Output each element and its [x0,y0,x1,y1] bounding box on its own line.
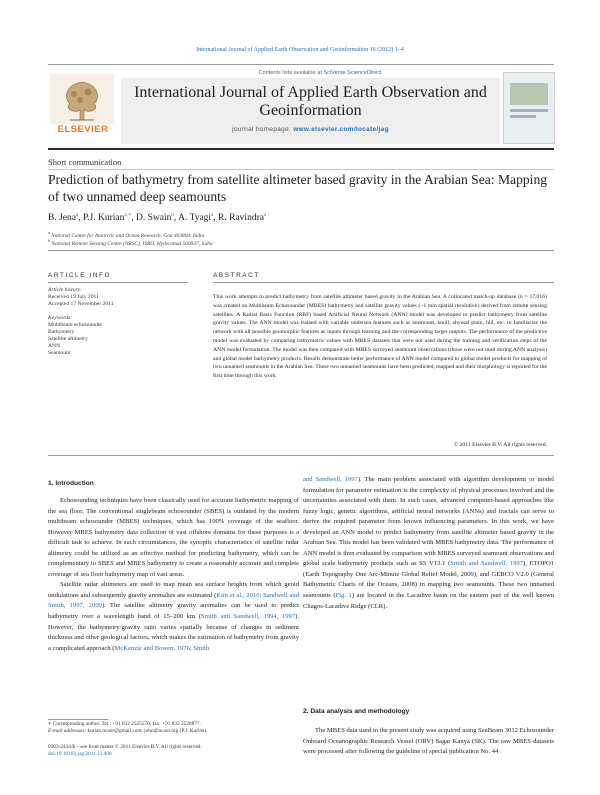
text-run: ), ETOPO1 (Earth Topography One Arc-Minute Global Relief Model, 2009), and GEBCO V2.0 (General Bathymetric Charts of the Oceans, 2008) in mapping two seamounts. These two unnamed seamounts ( [303,560,554,600]
keyword: Satellite altimetry [48,336,88,342]
footnote [48,721,299,735]
author-name[interactable]: R. Ravindra [218,213,264,224]
body-column-right-continued [303,726,554,758]
journal-title: International Journal of Applied Earth Observation and Geoinformation [134,84,487,119]
abstract-copyright: © 2011 Elsevier B.V. All rights reserved. [453,442,547,448]
masthead-top-rule [48,64,554,65]
homepage-prefix: journal homepage: [232,126,294,133]
section-1-heading: 1. Introduction [48,480,94,487]
paragraph [303,475,554,612]
keyword: Bathymetry [48,329,75,335]
article-type: Short communication [48,157,122,167]
author-name[interactable]: D. Swain [136,213,172,224]
keyword: Seamount [48,350,71,356]
elsevier-tree-logo [50,74,114,124]
abstract-rule [213,282,554,283]
author-list: B. Jena$^a$, P.J. Kurian$^{a,∗}$, D. Swain$^b$, A. Tyagi$^a$, R. Ravindra$^a$ [48,213,267,224]
affiliation-text: National Remote Sensing Centre (NRSC), ISRO, Hyderabad 500037, India [51,240,213,247]
abstract-heading: ABSTRACT [213,272,260,279]
citation-link[interactable]: and Sandwell, 1997 [303,476,358,483]
author-affil-mark: b [171,213,174,218]
article-type-rule [48,169,554,170]
citation-link[interactable]: Smith and Sandwell, 1994, 1997 [201,613,296,621]
abstract-text: This work attempts to predict bathymetry from satellite altimeter based gravity in the Arabian Sea. A collocated match-up database (n = 17,016) was created on Multibeam Echosounder (MBES) bathymetry and satellite gravity values (~1 min spatial resolution) derived from remote sensing satellites. A Radial Basis Function (RBF) based Artificial Neural Network (ANN) model was developed to predict bathymetry from satellite gravity values. The ANN model was trained with variable undersea features such as seamount, knoll, abyssal plain, hill, etc. to familiarize the network with all possible geomorphic features as inputs through learning and the corresponding target outputs. The performance of the predictive model was evaluated by comparing bathymetric values with MBES datasets that were not used during the training and verification steps of the ANN model formulation. The model was then compared with MBES surveyed seamount observations (those were not used during ANN analysis) and global model bathymetry products. Results demonstrate better performance of ANN model compared to global model products for mapping of two unnamed seamounts in the Arabian Sea. These two unnamed seamounts have been predicted, mapped and their morphology is reported for the first time through this work. [213,294,547,380]
citation-link[interactable]: Smith and Sandwell, 1997 [450,560,524,568]
affiliation-mark: b [48,238,50,243]
doi-link[interactable]: doi:10.1016/j.jag.2011.11.008 [48,751,112,757]
figure-link[interactable]: Fig. 1 [335,592,352,600]
citation-link[interactable]: Kim et al., 2010; Sandwell and Smith, 1997, 2009 [48,591,300,610]
received-date: Received 19 July 2011 [48,294,99,300]
paragraph: The MBES data used in the present study was acquired using SeaBeam 3012 Echosounder Onboard Oceanographic Research Vessel (ORV) Sagar Kanya (SK). The raw MBES datasets were processed after following the guideline of special publication No. 44 [303,727,554,756]
author-affil-mark: a,∗ [124,213,132,218]
article-info [48,287,188,357]
masthead-bottom-rule [48,148,554,150]
accepted-date: Accepted 17 November 2011 [48,301,114,307]
body-column-left [48,496,299,654]
running-header: International Journal of Applied Earth Observation and Geoinformation 16 (2012) 1–4 [196,47,404,53]
citation-link[interactable]: McKenzie and Bowen, 1976; Smith [114,644,210,652]
contents-line [160,70,480,76]
contents-prefix: Contents lists available at [258,70,324,76]
paragraph [48,580,299,654]
author-affil-mark: a [211,213,214,218]
affiliation [48,237,213,248]
homepage-url[interactable]: www.elsevier.com/locate/jag [293,126,389,133]
affiliation-text: National Centre for Antarctic and Ocean Research, Goa 403804, India [51,232,205,239]
article-info-rule [48,282,188,283]
journal-cover-thumbnail [503,72,555,144]
author-name[interactable]: A. Tyagi [178,213,212,224]
history-label: Article history: [48,287,83,293]
text-run: ). However, the bathymetry/gravity ratio varies spatially because of changes in sediment thickness and other geological factors, which makes the estimation of bathymetry from gravity a complicated approach ( [48,613,299,652]
body-column-right [303,475,554,612]
email-line [48,728,299,735]
paragraph: Echosounding techniques have been classically used for accurate bathymetric mapping of the sea floor. The conventional singlebeam echosounder (SBES) is outdated by the modern multibeam echosounder (MBES) techniques, which has 100% coverage of the seafloor. However MBES bathymetry data collection of vast offshore domains for these purposes is a difficult task to achieve. In such circumstances, the synoptic characteristics of satellite radar altimetry could be utilized as an effective method for predicting bathymetry, which can be complementary to SBES and MBES bathymetry to create a reasonably accurate and complete coverage of sea floor bathymetry map of vast areas. [48,497,299,578]
affiliation-rule [48,250,554,251]
corresponding-author-note: ∗ Corresponding author. Tel.: +91 832 2525570; fax: +91 832 2520877. [48,721,201,727]
keyword: ANN [48,343,61,349]
section-2-heading: 2. Data analysis and methodology [303,708,410,715]
text-run: ). The main problem associated with algorithm development or model formulation for parameter estimation is the complexity of physical processes involved and the uncertainties associated with them. In such cases, advanced computer-based approaches like fuzzy logic, genetic algorithms, artificial neural networks (ANNs) and fractals can serve to derive the required parameter from known influencing parameters. In this work, we have developed an ANN model to predict bathymetry from satellite altimeter based gravity in the Arabian Sea. This model has been validated with MBES bathymetry data. The performance of ANN model is then evaluated by comparison with MBES surveyed seamount observations and global scale bathymetry products such as SS V13.1 ( [303,476,554,568]
publisher-name: ELSEVIER [57,124,109,135]
author-name[interactable]: P.J. Kurian [82,213,125,224]
article-title: Prediction of bathymetry from satellite altimeter based gravity in the Arabian Sea: Mapping of two unnamed deep seamounts [48,172,548,204]
text-run: ). The satellite altimetry gravity anomalies can be used to predict bathymetry over a wavelength band of 15–200 km ( [48,602,300,621]
email-addresses[interactable]: kurian.ncaor@gmail.com, john@ncaor.org (P.J. Kurian). [86,728,208,734]
author-name[interactable]: B. Jena [48,213,76,224]
article-info-heading: ARTICLE INFO [48,272,112,279]
front-matter-line: 0303-2434/$ – see front matter © 2011 Elsevier B.V. All rights reserved. [48,744,202,750]
journal-homepage [121,126,500,133]
issn-block [48,744,299,758]
author-affil-mark: a [75,213,79,218]
author-affil-mark: a [263,213,267,218]
keywords-label: Keywords: [48,315,73,321]
email-label: E-mail addresses: [48,728,87,734]
abstract-bottom-rule [48,455,554,456]
affiliation-mark: a [48,230,50,235]
footnote-rule [48,719,108,720]
sciencedirect-link[interactable]: SciVerse ScienceDirect [323,70,382,76]
text-run: ) are located in the Lacadive basin on the eastern part of the well known Chagos-Lacadive Ridge (CLR). [303,592,555,610]
text-run: Satellite radar altimeters are used to map mean sea surface heights from which geoid undulations and subsequently gravity anomalies are estimated ( [48,581,299,599]
keyword: Multibeam echosounder [48,322,103,328]
